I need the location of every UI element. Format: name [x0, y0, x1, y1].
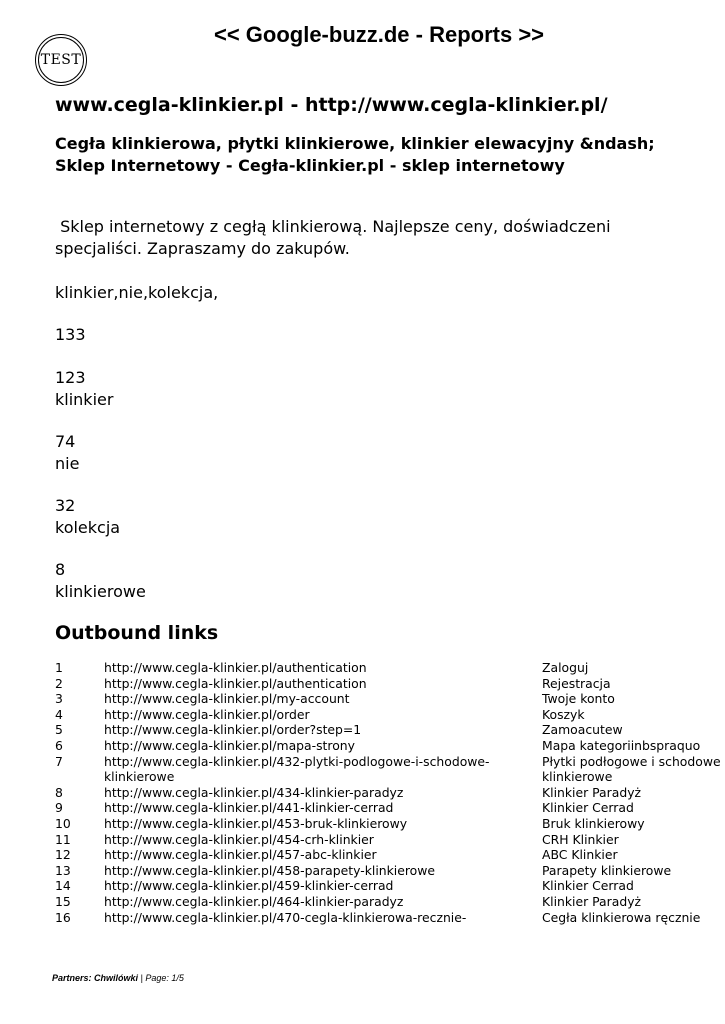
logo-text: TEST — [40, 52, 82, 68]
table-row — [55, 910, 725, 926]
word-stat-word: nie — [55, 454, 80, 473]
link-anchor-text: Bruk klinkierowy — [542, 815, 645, 831]
footer-page-number: Page: 1/5 — [145, 973, 184, 983]
link-anchor-text: Mapa kategoriinbspraquo — [542, 737, 701, 753]
link-anchor-text: Parapety klinkierowe — [542, 862, 672, 878]
table-row — [55, 878, 725, 894]
link-number: 5 — [55, 722, 63, 738]
link-anchor-text: Klinkier Cerrad — [542, 800, 634, 816]
link-number: 3 — [55, 691, 63, 707]
table-row — [55, 707, 725, 723]
table-row — [55, 722, 725, 738]
link-number: 1 — [55, 660, 63, 675]
report-header-title: << Google-buzz.de - Reports >> — [213, 22, 545, 47]
link-anchor-text: ABC Klinkier — [542, 847, 618, 863]
link-url[interactable]: http://www.cegla-klinkier.pl/order?step=1 — [104, 722, 362, 738]
link-anchor-text: Zamoacutew — [542, 722, 623, 738]
word-stat-count: 8 — [55, 560, 66, 579]
link-anchor-text: Twoje konto — [542, 691, 615, 707]
table-row — [55, 863, 725, 879]
link-number: 14 — [55, 878, 71, 894]
outbound-links-heading: Outbound links — [55, 622, 219, 644]
link-anchor-text: Cegła klinkierowa ręcznie — [542, 909, 701, 925]
link-anchor-text: Zaloguj — [542, 660, 589, 675]
word-stat-count: 123 — [55, 368, 86, 387]
link-anchor-text: Klinkier Paradyż — [542, 893, 642, 909]
link-anchor-text: Płytki podłogowe i schodowe klinkierowe — [542, 753, 721, 785]
link-url[interactable]: http://www.cegla-klinkier.pl/459-klinkier-cerrad — [104, 878, 394, 894]
link-url[interactable]: http://www.cegla-klinkier.pl/authentication — [104, 675, 367, 691]
word-stat-item — [55, 431, 79, 475]
link-number: 13 — [55, 862, 71, 878]
link-number: 16 — [55, 909, 71, 925]
link-anchor-text: Klinkier Paradyż — [542, 784, 642, 800]
word-stat-word: kolekcja — [55, 518, 121, 537]
word-stat-count: 32 — [55, 496, 76, 515]
footer-partners-link[interactable]: Partners: Chwilówki — [52, 973, 139, 983]
link-number: 10 — [55, 815, 71, 831]
link-url[interactable]: http://www.cegla-klinkier.pl/464-klinkier-paradyz — [104, 893, 404, 909]
link-number: 7 — [55, 753, 63, 769]
outbound-links-table — [55, 660, 725, 925]
word-stat-item — [55, 367, 113, 411]
table-row — [55, 847, 725, 863]
link-url[interactable]: http://www.cegla-klinkier.pl/432-plytki-podlogowe-i-schodowe-klinkierowe — [104, 753, 490, 785]
link-anchor-text: Rejestracja — [542, 675, 611, 691]
link-anchor-text: Klinkier Cerrad — [542, 878, 634, 894]
link-url[interactable]: http://www.cegla-klinkier.pl/authentication — [104, 660, 367, 675]
page-footer — [52, 973, 184, 983]
table-row — [55, 816, 725, 832]
link-number: 8 — [55, 784, 63, 800]
link-url[interactable]: http://www.cegla-klinkier.pl/434-klinkier-paradyz — [104, 784, 404, 800]
site-url-title: www.cegla-klinkier.pl - http://www.cegla-klinkier.pl/ — [55, 94, 608, 116]
link-url[interactable]: http://www.cegla-klinkier.pl/470-cegla-klinkierowa-recznie- — [104, 909, 467, 925]
total-word-count: 133 — [55, 325, 86, 344]
table-row — [55, 785, 725, 801]
link-url[interactable]: http://www.cegla-klinkier.pl/453-bruk-klinkierowy — [104, 815, 408, 831]
link-number: 2 — [55, 675, 63, 691]
link-number: 6 — [55, 737, 63, 753]
table-row — [55, 800, 725, 816]
meta-description: Sklep internetowy z cegłą klinkierową. Najlepsze ceny, doświadczeni specjaliści. Zapraszamy do zakupów. — [55, 217, 616, 258]
word-stat-word: klinkierowe — [55, 582, 146, 601]
table-row — [55, 660, 725, 676]
link-anchor-text: CRH Klinkier — [542, 831, 619, 847]
link-anchor-text: Koszyk — [542, 706, 585, 722]
word-stat-word: klinkier — [55, 390, 114, 409]
table-row — [55, 676, 725, 692]
link-url[interactable]: http://www.cegla-klinkier.pl/441-klinkier-cerrad — [104, 800, 394, 816]
footer-separator: | — [138, 973, 146, 983]
table-row — [55, 832, 725, 848]
link-url[interactable]: http://www.cegla-klinkier.pl/my-account — [104, 691, 350, 707]
word-stat-item — [55, 559, 146, 603]
meta-keywords: klinkier,nie,kolekcja, — [55, 283, 219, 302]
link-url[interactable]: http://www.cegla-klinkier.pl/458-parapety-klinkierowe — [104, 862, 436, 878]
link-number: 4 — [55, 706, 63, 722]
link-url[interactable]: http://www.cegla-klinkier.pl/order — [104, 706, 310, 722]
table-row — [55, 691, 725, 707]
link-number: 9 — [55, 800, 63, 816]
page-title-heading: Cegła klinkierowa, płytki klinkierowe, klinkier elewacyjny &ndash; Sklep Internetowy - Cegła-klinkier.pl - sklep internetowy — [55, 134, 655, 175]
link-url[interactable]: http://www.cegla-klinkier.pl/457-abc-klinkier — [104, 847, 377, 863]
table-row — [55, 894, 725, 910]
link-url[interactable]: http://www.cegla-klinkier.pl/454-crh-klinkier — [104, 831, 374, 847]
link-url[interactable]: http://www.cegla-klinkier.pl/mapa-strony — [104, 737, 355, 753]
word-stat-item — [55, 495, 120, 539]
word-stat-count: 74 — [55, 432, 76, 451]
table-row — [55, 754, 725, 785]
link-number: 11 — [55, 831, 71, 847]
table-row — [55, 738, 725, 754]
link-number: 12 — [55, 847, 71, 863]
link-number: 15 — [55, 893, 71, 909]
